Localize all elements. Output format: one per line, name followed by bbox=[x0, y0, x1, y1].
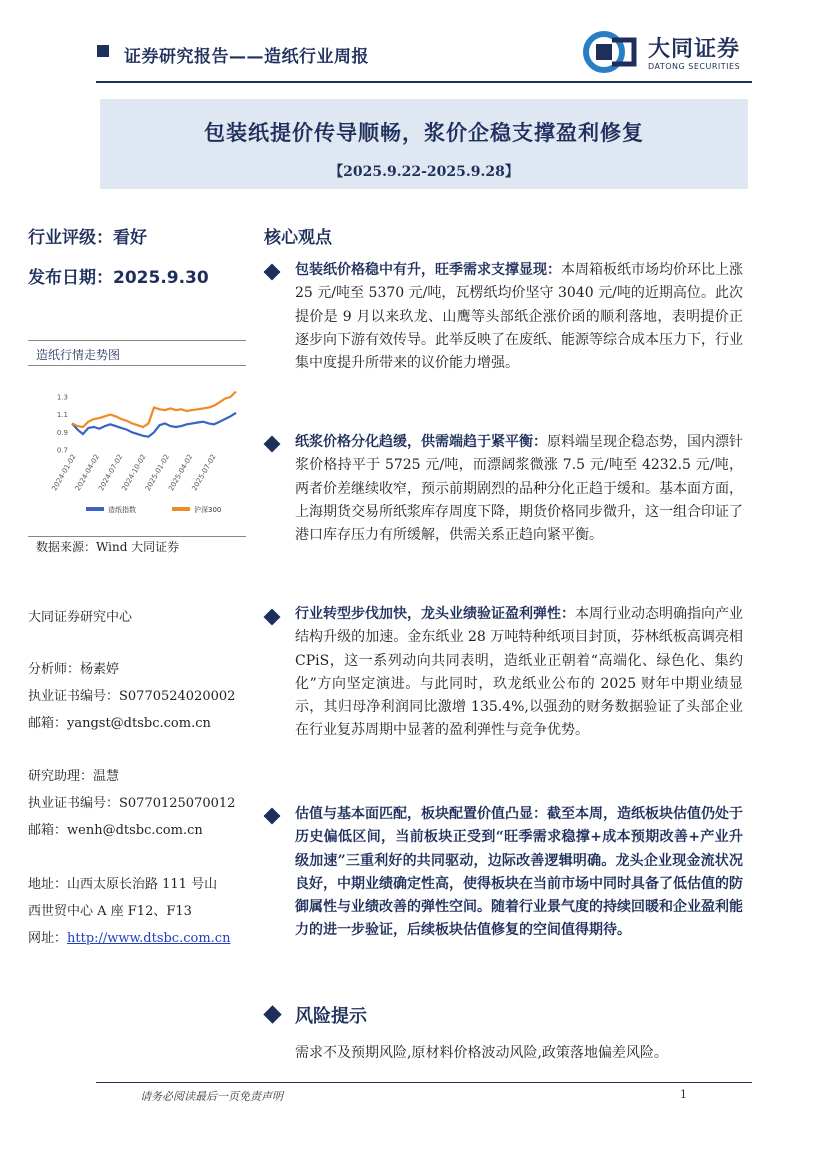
y-tick-label: 1.3 bbox=[56, 393, 68, 402]
y-tick-label: 1.1 bbox=[56, 411, 68, 420]
core-point-1-head: 包装纸价格稳中有升，旺季需求支撑显现： bbox=[295, 262, 561, 278]
report-date-range: 【2025.9.22-2025.9.28】 bbox=[329, 164, 519, 180]
address-line-1: 地址：山西太原长治路 111 号山 bbox=[28, 877, 218, 892]
chart-bottom-border bbox=[28, 536, 246, 537]
analyst-cert: 执业证书编号：S0770524020002 bbox=[28, 689, 236, 704]
core-point-2-head: 纸浆价格分化趋缓，供需端趋于紧平衡： bbox=[295, 434, 547, 450]
logo-text-cn: 大同证券 bbox=[648, 37, 741, 62]
core-views-title: 核心观点 bbox=[264, 228, 332, 248]
risk-text: 需求不及预期风险,原材料价格波动风险,政策落地偏差风险。 bbox=[295, 1045, 668, 1061]
website-row bbox=[28, 927, 230, 946]
footer-disclaimer: 请务必阅读最后一页免责声明 bbox=[140, 1090, 283, 1103]
header-divider bbox=[96, 81, 752, 83]
risk-title: 风险提示 bbox=[295, 1006, 367, 1027]
diamond-bullet-icon bbox=[264, 264, 281, 281]
series-line-2 bbox=[72, 392, 236, 428]
core-point-1 bbox=[295, 259, 743, 375]
header-square-icon bbox=[97, 45, 109, 57]
publish-date: 发布日期：2025.9.30 bbox=[28, 268, 209, 288]
industry-rating: 行业评级：看好 bbox=[28, 228, 147, 248]
series-line-1 bbox=[72, 413, 236, 437]
core-point-2 bbox=[295, 431, 743, 547]
x-tick-label: 2025-01-02 bbox=[143, 453, 172, 493]
footer-divider bbox=[96, 1082, 752, 1083]
chart-source: 数据来源：Wind 大同证券 bbox=[36, 540, 180, 554]
logo-text-en: DATONG SECURITIES bbox=[648, 62, 741, 71]
core-point-1-body: 本周箱板纸市场均价环比上涨 25 元/吨至 5370 元/吨，瓦楞纸均价坚守 3040 元/吨的近期高位。此次提价是 9 月以来玖龙、山鹰等头部纸企涨价函的顺利落地，表明提价正逐步向下游有效传导。此举反映了在废纸、能源等综合成本压力下，行业集中度提升所带来的议价能力增强。 bbox=[295, 262, 743, 372]
x-tick-label: 2024-07-02 bbox=[97, 453, 125, 493]
core-point-4 bbox=[295, 803, 743, 943]
page-number: 1 bbox=[680, 1088, 687, 1101]
datong-logo-icon bbox=[582, 30, 642, 74]
x-tick-label: 2025-07-02 bbox=[190, 453, 218, 493]
assistant-email: 邮箱：wenh@dtsbc.com.cn bbox=[28, 823, 203, 838]
legend-label: 造纸指数 bbox=[108, 506, 136, 514]
chart-label: 造纸行情走势图 bbox=[36, 348, 121, 362]
analyst-email: 邮箱：yangst@dtsbc.com.cn bbox=[28, 716, 211, 731]
core-point-3-body: 本周行业动态明确指向产业结构升级的加速。金东纸业 28 万吨特种纸项目封顶，芬林纸板高调亮相 CPiS，这一系列动向共同表明，造纸业正朝着“高端化、绿色化、集约化”方向坚定演进。与此同时，玖龙纸业公布的 2025 财年中期业绩显示，其归母净利润同比激增 135.4%,以强劲的财务数据验证了头部企业在行业复苏周期中显著的盈利弹性与竞争优势。 bbox=[295, 606, 743, 739]
x-tick-label: 2025-04-02 bbox=[167, 453, 195, 493]
website-link[interactable]: http://www.dtsbc.com.cn bbox=[67, 931, 231, 946]
report-type-title: 证券研究报告——造纸行业周报 bbox=[124, 47, 369, 67]
assistant-name: 研究助理：温慧 bbox=[28, 769, 120, 784]
chart-top-border bbox=[28, 340, 246, 341]
trend-chart bbox=[28, 368, 246, 536]
x-tick-label: 2024-01-02 bbox=[50, 453, 78, 493]
core-point-2-body: 原料端呈现企稳态势，国内漂针浆价格持平于 5725 元/吨，而漂阔浆微涨 7.5 元/吨至 4232.5 元/吨，两者价差继续收窄，预示前期剧烈的品种分化正趋于缓和。基本面方面，上海期货交易所纸浆库存周度下降，期货价格同步微升，这一组合印证了港口库存压力有所缓解，供需关系正趋向紧平衡。 bbox=[295, 434, 743, 544]
diamond-bullet-icon bbox=[264, 609, 281, 626]
x-tick-label: 2024-04-02 bbox=[73, 453, 102, 493]
website-label: 网址： bbox=[28, 931, 68, 946]
assistant-cert: 执业证书编号：S0770125070012 bbox=[28, 796, 236, 811]
y-tick-label: 0.9 bbox=[56, 428, 68, 437]
legend-label: 沪深300 bbox=[194, 506, 222, 514]
chart-mid-border bbox=[28, 365, 246, 366]
diamond-bullet-icon bbox=[264, 808, 281, 825]
address-line-2: 西世贸中心 A 座 F12、F13 bbox=[28, 904, 192, 919]
legend-swatch bbox=[172, 507, 190, 511]
core-point-3 bbox=[295, 603, 743, 743]
y-tick-label: 0.7 bbox=[56, 446, 68, 455]
diamond-bullet-icon bbox=[264, 436, 281, 453]
report-title: 包装纸提价传导顺畅，浆价企稳支撑盈利修复 bbox=[204, 121, 644, 145]
core-point-4-body: 截至本周，造纸板块估值仍处于历史偏低区间，当前板块正受到“旺季需求稳撑+成本预期改善+产业升级加速”三重利好的共同驱动，边际改善逻辑明确。龙头企业现金流状况良好，中期业绩确定性高，使得板块在当前市场中同时具备了低估值的防御属性与业绩改善的弹性空间。随着行业景气度的持续回暖和企业盈利能力的进一步验证，后续板块估值修复的空间值得期待。 bbox=[295, 806, 743, 939]
x-tick-label: 2024-10-02 bbox=[120, 453, 148, 493]
analyst-name: 分析师：杨素婷 bbox=[28, 662, 120, 677]
core-point-4-head: 估值与基本面匹配，板块配置价值凸显： bbox=[295, 806, 547, 822]
diamond-bullet-icon bbox=[263, 1005, 281, 1023]
core-point-3-head: 行业转型步伐加快，龙头业绩验证盈利弹性： bbox=[295, 606, 575, 622]
legend-swatch bbox=[86, 507, 104, 511]
research-center: 大同证券研究中心 bbox=[28, 610, 133, 625]
